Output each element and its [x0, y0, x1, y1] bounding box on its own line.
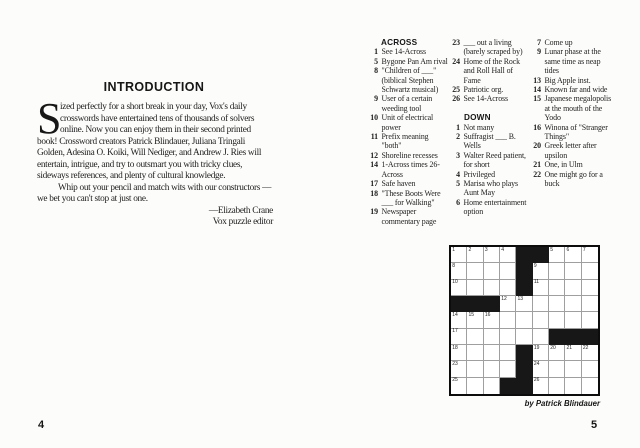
clue-number: 10: [370, 113, 378, 123]
grid-cell-r9c3: [484, 378, 500, 394]
grid-cell-r1c2: [467, 247, 483, 263]
grid-cell-r7c6: [533, 345, 549, 361]
grid-cell-r2c3: [484, 263, 500, 279]
grid-cell-black-r9c4: [500, 378, 516, 394]
clue-number: 9: [537, 47, 541, 57]
grid-cell-black-r6c8: [565, 329, 581, 345]
clue-down-4: [447, 170, 534, 179]
clue-number: 19: [370, 207, 378, 217]
grid-cell-black-r6c9: [582, 329, 598, 345]
grid-cell-r8c9: [582, 361, 598, 377]
grid-cell-number: 6: [566, 246, 570, 253]
grid-cell-r6c6: [533, 329, 549, 345]
crossword-grid: [449, 245, 600, 396]
grid-cell-r8c8: [565, 361, 581, 377]
grid-cell-number: 1: [452, 246, 455, 253]
grid-cell-r2c6: [533, 263, 549, 279]
intro-line: Golden, Adesina O. Koiki, Will Nediger, and Andrew J. Ries will: [37, 148, 262, 159]
intro-line: crosswords have entertained tens of thousands of solvers: [60, 113, 255, 124]
page-number-right: 5: [591, 419, 598, 431]
grid-cell-r8c3: [484, 361, 500, 377]
grid-cell-r8c4: [500, 361, 516, 377]
grid-cell-r6c1: [451, 329, 467, 345]
clue-down-14: [528, 85, 614, 94]
clue-down-5: [447, 179, 534, 198]
clue-down-20: [528, 141, 614, 160]
clue-text: Walter Reed patient, for short: [463, 150, 526, 170]
clue-number: 24: [452, 56, 460, 66]
clue-number: 22: [533, 169, 541, 179]
grid-cell-r1c1: [451, 247, 467, 263]
clue-text: Newspaper commentary page: [381, 207, 437, 226]
grid-cell-r3c4: [500, 280, 516, 296]
clue-down-13: [528, 76, 614, 85]
grid-cell-number: 2: [468, 246, 472, 253]
clue-number: 5: [456, 179, 460, 189]
clue-across-8: [364, 66, 451, 94]
clue-number: 15: [533, 94, 541, 104]
grid-cell-r7c4: [500, 345, 516, 361]
grid-cell-r4c8: [565, 296, 581, 312]
grid-cell-r5c3: [484, 312, 500, 328]
clue-across-1: [364, 47, 451, 56]
clue-number: 1: [456, 122, 460, 132]
grid-cell-number: 22: [582, 344, 589, 351]
clue-number: 2: [456, 132, 460, 142]
clue-number: 11: [370, 132, 378, 142]
clue-across-19: [364, 207, 451, 226]
clue-across-11: [364, 132, 451, 151]
clue-number: 4: [456, 169, 460, 179]
grid-cell-number: 25: [452, 377, 458, 384]
clue-down-9: [528, 47, 614, 75]
clue-number: 13: [533, 75, 541, 85]
grid-cell-r5c4: [500, 312, 516, 328]
clue-across-23: [447, 38, 534, 57]
down-heading: DOWN: [464, 113, 491, 123]
clue-text: One, in Ulm: [544, 160, 583, 170]
page-title: INTRODUCTION: [103, 80, 205, 94]
grid-cell-black-r1c6: [533, 247, 549, 263]
grid-cell-r3c1: [451, 280, 467, 296]
clue-text: Suffragist ___ B. Wells: [463, 132, 516, 151]
clue-across-5: [364, 57, 451, 66]
clue-number: 6: [456, 197, 460, 207]
grid-cell-r2c8: [565, 263, 581, 279]
grid-cell-r9c8: [565, 378, 581, 394]
clue-across-9: [364, 94, 451, 113]
grid-cell-number: 3: [484, 246, 488, 253]
clue-text: See 14-Across: [381, 47, 426, 57]
clue-across-17: [364, 179, 451, 188]
grid-cell-black-r4c2: [467, 296, 483, 312]
grid-cell-r4c4: [500, 296, 516, 312]
grid-cell-black-r4c1: [451, 296, 467, 312]
grid-cell-r6c3: [484, 329, 500, 345]
clue-text: Lunar phase at the same time as neap tides: [544, 47, 601, 76]
grid-cell-r2c4: [500, 263, 516, 279]
grid-cell-number: 12: [501, 295, 507, 302]
grid-cell-r9c7: [549, 378, 565, 394]
grid-cell-number: 26: [533, 377, 540, 384]
intro-line: entertain, intrigue, and try to outsmart you with tricky clues,: [37, 159, 243, 170]
clue-number: 3: [456, 150, 460, 160]
grid-cell-number: 20: [550, 344, 556, 351]
grid-cell-r3c8: [565, 280, 581, 296]
grid-cell-r8c6: [533, 361, 549, 377]
clue-across-14: [364, 160, 451, 179]
grid-cell-r9c6: [533, 378, 549, 394]
grid-cell-r5c7: [549, 312, 565, 328]
grid-cell-r4c7: [549, 296, 565, 312]
grid-cell-r9c1: [451, 378, 467, 394]
clue-number: 7: [537, 38, 541, 47]
grid-cell-black-r2c5: [516, 263, 532, 279]
grid-cell-r1c3: [484, 247, 500, 263]
clue-number: 5: [374, 56, 378, 66]
grid-cell-r7c3: [484, 345, 500, 361]
clue-text: Home of the Rock and Roll Hall of Fame: [463, 56, 520, 85]
grid-cell-black-r9c5: [516, 378, 532, 394]
grid-cell-r4c5: [516, 296, 532, 312]
clue-down-7: [528, 38, 614, 47]
grid-cell-number: 5: [550, 246, 553, 253]
grid-cell-r2c7: [549, 263, 565, 279]
clue-text: Marisa who plays Aunt May: [463, 179, 519, 198]
clue-down-1: [447, 123, 534, 132]
grid-cell-number: 15: [468, 311, 475, 318]
intro-line: sideways references, and plenty of cultural knowledge.: [37, 171, 226, 182]
grid-cell-black-r7c5: [516, 345, 532, 361]
clue-across-25: [447, 85, 534, 94]
grid-cell-r2c9: [582, 263, 598, 279]
grid-cell-r3c9: [582, 280, 598, 296]
grid-cell-number: 16: [484, 311, 491, 318]
clue-text: "Children of ___" (biblical Stephen Schwartz musical): [381, 66, 439, 95]
clue-text: ___ out a living (barely scraped by): [463, 38, 523, 57]
intro-line: we bet you can't stop at just one.: [37, 194, 148, 205]
grid-cell-r3c7: [549, 280, 565, 296]
grid-cell-r5c5: [516, 312, 532, 328]
across-heading: ACROSS: [381, 38, 418, 47]
grid-cell-r3c2: [467, 280, 483, 296]
intro-line: ized perfectly for a short break in your day, Vox's daily: [60, 102, 247, 112]
grid-cell-r1c9: [582, 247, 598, 263]
grid-cell-number: 4: [501, 246, 504, 253]
clue-text: "These Boots Were ___ for Walking": [381, 188, 441, 207]
clue-number: 26: [452, 94, 460, 104]
grid-cell-number: 14: [452, 311, 458, 318]
grid-cell-r5c1: [451, 312, 467, 328]
grid-cell-number: 18: [452, 344, 458, 351]
grid-cell-number: 21: [566, 344, 573, 351]
intro-signature-line: Vox puzzle editor: [212, 217, 273, 228]
clue-number: 21: [533, 160, 541, 170]
clue-down-3: [447, 151, 534, 170]
clue-across-26: [447, 94, 534, 103]
grid-cell-r8c2: [467, 361, 483, 377]
drop-cap: S: [37, 94, 62, 143]
clue-across-12: [364, 151, 451, 160]
intro-signature-line: —Elizabeth Crane: [208, 205, 273, 216]
grid-cell-r2c1: [451, 263, 467, 279]
clue-down-16: [528, 123, 614, 142]
clue-text: Safe haven: [381, 179, 416, 189]
grid-cell-black-r4c3: [484, 296, 500, 312]
clue-across-18: [364, 189, 451, 208]
grid-cell-r1c7: [549, 247, 565, 263]
intro-paragraph: [37, 94, 282, 229]
grid-cell-r5c8: [565, 312, 581, 328]
grid-cell-r5c2: [467, 312, 483, 328]
grid-cell-r7c1: [451, 345, 467, 361]
grid-cell-r7c9: [582, 345, 598, 361]
grid-cell-number: 24: [533, 360, 540, 367]
clue-text: Bygone Pan Am rival: [381, 56, 448, 66]
clue-text: 1-Across times 26-Across: [381, 160, 440, 179]
grid-cell-r1c8: [565, 247, 581, 263]
clue-column-2: [447, 38, 534, 217]
grid-cell-r7c7: [549, 345, 565, 361]
intro-line: book! Crossword creators Patrick Blindauer, Juliana Tringali: [37, 136, 246, 147]
clue-text: Come up: [544, 38, 573, 47]
clue-across-10: [364, 113, 451, 132]
clue-text: Unit of electrical power: [381, 113, 434, 132]
clue-text: See 14-Across: [463, 94, 508, 104]
clue-text: Japanese megalopolis at the mouth of the Yodo: [544, 94, 612, 123]
constructor-byline: by Patrick Blindauer: [524, 399, 600, 408]
grid-cell-r4c9: [582, 296, 598, 312]
intro-line: online. Now you can enjoy them in their second printed: [60, 125, 251, 136]
clue-number: 8: [374, 66, 378, 76]
grid-cell-number: 19: [533, 344, 540, 351]
grid-cell-number: 11: [533, 279, 540, 286]
page-number-left: 4: [38, 419, 45, 431]
clue-text: Prefix meaning "both": [381, 132, 429, 151]
grid-cell-r3c6: [533, 280, 549, 296]
grid-cell-black-r6c7: [549, 329, 565, 345]
clue-text: Greek letter after upsilon: [544, 141, 597, 160]
grid-cell-black-r1c5: [516, 247, 532, 263]
clue-text: Shoreline recesses: [381, 150, 438, 160]
grid-cell-r6c2: [467, 329, 483, 345]
clue-number: 18: [370, 188, 378, 198]
clue-text: User of a certain weeding tool: [381, 94, 433, 113]
clue-text: Big Apple inst.: [544, 75, 591, 85]
clue-number: 16: [533, 122, 541, 132]
clue-number: 20: [533, 141, 541, 151]
clue-text: Privileged: [463, 169, 495, 179]
clue-down-6: [447, 198, 534, 217]
clue-number: 14: [533, 85, 541, 95]
grid-cell-number: 17: [452, 328, 458, 335]
clue-text: Home entertainment option: [463, 197, 527, 217]
grid-cell-r4c6: [533, 296, 549, 312]
grid-cell-number: 7: [582, 246, 586, 253]
clue-spacer: [447, 104, 534, 113]
grid-cell-number: 23: [452, 360, 458, 367]
clue-down-15: [528, 94, 614, 122]
clue-column-1: [364, 38, 451, 226]
clue-number: 23: [452, 38, 460, 47]
grid-cell-number: 9: [533, 262, 537, 269]
grid-cell-r9c2: [467, 378, 483, 394]
grid-cell-r1c4: [500, 247, 516, 263]
grid-cell-r5c6: [533, 312, 549, 328]
clue-text: Winona of "Stranger Things": [544, 122, 608, 142]
grid-cell-r7c2: [467, 345, 483, 361]
clue-across-24: [447, 57, 534, 85]
clue-number: 1: [374, 47, 378, 57]
grid-cell-black-r8c5: [516, 361, 532, 377]
intro-line: Whip out your pencil and match wits with our constructors —: [58, 182, 272, 193]
clue-number: 9: [374, 94, 378, 104]
clue-number: 17: [370, 179, 378, 189]
grid-cell-number: 10: [452, 279, 458, 286]
clue-text: Known far and wide: [544, 85, 608, 95]
clue-number: 12: [370, 150, 378, 160]
clue-text: Patriotic org.: [463, 85, 504, 95]
grid-cell-black-r3c5: [516, 280, 532, 296]
grid-cell-r8c7: [549, 361, 565, 377]
grid-cell-number: 8: [452, 262, 455, 269]
grid-cell-r3c3: [484, 280, 500, 296]
clue-down-21: [528, 160, 614, 169]
clue-number: 25: [452, 85, 460, 95]
grid-cell-r6c5: [516, 329, 532, 345]
grid-cell-r6c4: [500, 329, 516, 345]
grid-cell-r9c9: [582, 378, 598, 394]
grid-cell-number: 13: [517, 295, 524, 302]
grid-cell-r7c8: [565, 345, 581, 361]
clue-down-22: [528, 170, 614, 189]
grid-cell-r5c9: [582, 312, 598, 328]
grid-cell-r2c2: [467, 263, 483, 279]
clue-column-3: [528, 38, 614, 189]
clue-down-2: [447, 132, 534, 151]
clue-number: 14: [370, 160, 378, 170]
clue-text: One might go for a buck: [544, 169, 603, 189]
grid-cell-r8c1: [451, 361, 467, 377]
clue-text: Not many: [463, 122, 495, 132]
